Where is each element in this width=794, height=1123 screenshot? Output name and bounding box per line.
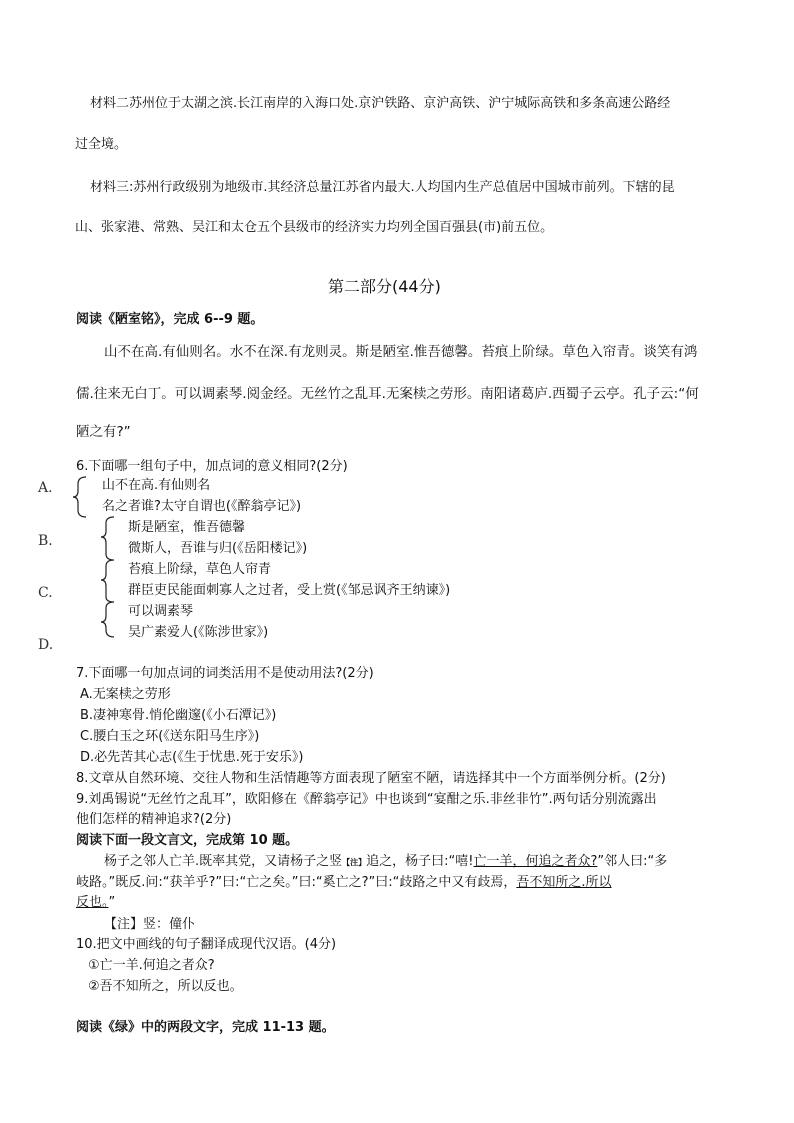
q6-label-a: A. — [38, 480, 53, 496]
q7-option-c: C.腰白玉之环(《送东阳马生序》) — [80, 729, 260, 744]
reading3-intro: 阅读《绿》中的两段文字，完成 11-13 题。 — [76, 1020, 335, 1035]
reading1-line3: 陋之有?” — [76, 424, 131, 440]
reading2-line1-a: 杨子之邻人亡羊.既率其党，又请杨子之竖 — [104, 854, 343, 869]
reading2-underline-2: 吾不知所之.所以 — [516, 875, 612, 890]
q6-pair-a2: 名之者谁?太守自谓也(《醉翁亭记》) — [102, 499, 302, 514]
reading2-intro: 阅读下面一段文言文，完成第 10 题。 — [76, 833, 299, 848]
reading2-underline-1: 亡一羊，何追之者众? — [473, 854, 598, 869]
material2-line1: 材料二苏州位于太湖之滨.长江南岸的入海口处.京沪铁路、京沪高铁、沪宁城际高铁和多条高速公路经 — [90, 96, 671, 111]
reading2-underline-3: 反也。 — [76, 895, 109, 910]
q6-pair-b1: 斯是陋室，惟吾德馨 — [128, 520, 246, 535]
q6-stem: 6.下面哪一组句子中，加点词的意义相同?(2分) — [76, 459, 348, 474]
reading2-line2-a: 岐路。”既反.问:“获羊乎?”曰:“亡之矣。”曰:“奚亡之?”曰:“歧路之中又有歧焉， — [76, 875, 517, 890]
brace-b-c-d-icon — [100, 516, 116, 638]
reading2-line1 — [104, 850, 667, 869]
reading1-intro: 阅读《陋室铭》，完成 6--9 题。 — [76, 312, 264, 327]
q10-stem: 10.把文中画线的句子翻译成现代汉语。(4分) — [76, 937, 337, 952]
q6-pair-c1: 苔痕上阶绿，草色人帘青 — [128, 562, 272, 577]
q6-pair-d1: 可以调素琴 — [128, 604, 194, 619]
reading1-line1: 山不在高.有仙则名。水不在深.有龙则灵。斯是陋室.惟吾德馨。苔痕上阶绿。草色入帘青。谈笑有鸿 — [104, 344, 698, 360]
reading2-line3-b: ” — [108, 895, 116, 910]
brace-a-icon — [72, 476, 88, 518]
q10-item-2: ②吾不知所之，所以反也。 — [88, 979, 243, 994]
q9-line1: 9.刘禹锡说“无丝竹之乱耳”，欧阳修在《醉翁亭记》中也谈到“宴酣之乐.非丝非竹”.两句话分别流露出 — [76, 792, 657, 807]
q7-stem: 7.下面哪一句加点词的词类活用不是使动用法?(2分) — [76, 666, 374, 681]
q7-option-b: B.凄神寒骨.悄伦幽邃(《小石潭记》) — [80, 708, 277, 723]
q10-item-1: ①亡一羊.何追之者众? — [88, 958, 215, 973]
material3-line1: 材料三:苏州行政级别为地级市.其经济总量江苏省内最大.人均国内生产总值居中国城市前列。下辖的昆 — [90, 180, 675, 195]
q7-option-d: D.必先苦其心志(《生于忧患.死于安乐》) — [80, 750, 304, 765]
q6-pair-d2: 吴广素爱人(《陈涉世家》) — [128, 625, 269, 640]
material2-line2: 过全境。 — [75, 137, 128, 152]
q8: 8.文章从自然环境、交往人物和生活情趣等方面表现了陋室不陋，请选择其中一个方面举例分析。(2分) — [76, 771, 666, 786]
reading2-line1-b: 追之，杨子曰:“嘻! — [366, 854, 474, 869]
reading1-line2: 儒.往来无白丁。可以调素琴.阅金经。无丝竹之乱耳.无案椟之劳形。南阳诸葛庐.西蜀子云亭。孔子云:“何 — [76, 386, 699, 402]
reading2-line1-c: ”邻人曰:“多 — [597, 854, 668, 869]
q6-label-d: D. — [38, 637, 54, 653]
q6-pair-c2: 群臣吏民能面刺寡人之过者，受上赏(《邹忌讽齐王纳谏》) — [128, 583, 451, 598]
q9-line2: 他们怎样的精神追求?(2分) — [76, 812, 232, 827]
reading2-line2 — [76, 871, 611, 890]
q6-pair-b2: 微斯人，吾谁与归(《岳阳楼记》) — [128, 541, 308, 556]
material3-line2: 山、张家港、常熟、吴江和太仓五个县级市的经济实力均列全国百强县(市)前五位。 — [75, 220, 554, 235]
q6-pair-a1: 山不在高.有仙则名 — [102, 478, 211, 493]
reading2-note: 【注】竖：僮仆 — [104, 917, 196, 932]
q6-label-b: B. — [38, 533, 53, 549]
part2-title: 第二部分(44分) — [328, 277, 441, 296]
q6-label-c: C. — [38, 585, 53, 601]
q7-option-a: A.无案椟之劳形 — [80, 687, 171, 702]
reading2-line3 — [76, 891, 115, 910]
reading2-note-marker: 【注】 — [342, 858, 367, 867]
